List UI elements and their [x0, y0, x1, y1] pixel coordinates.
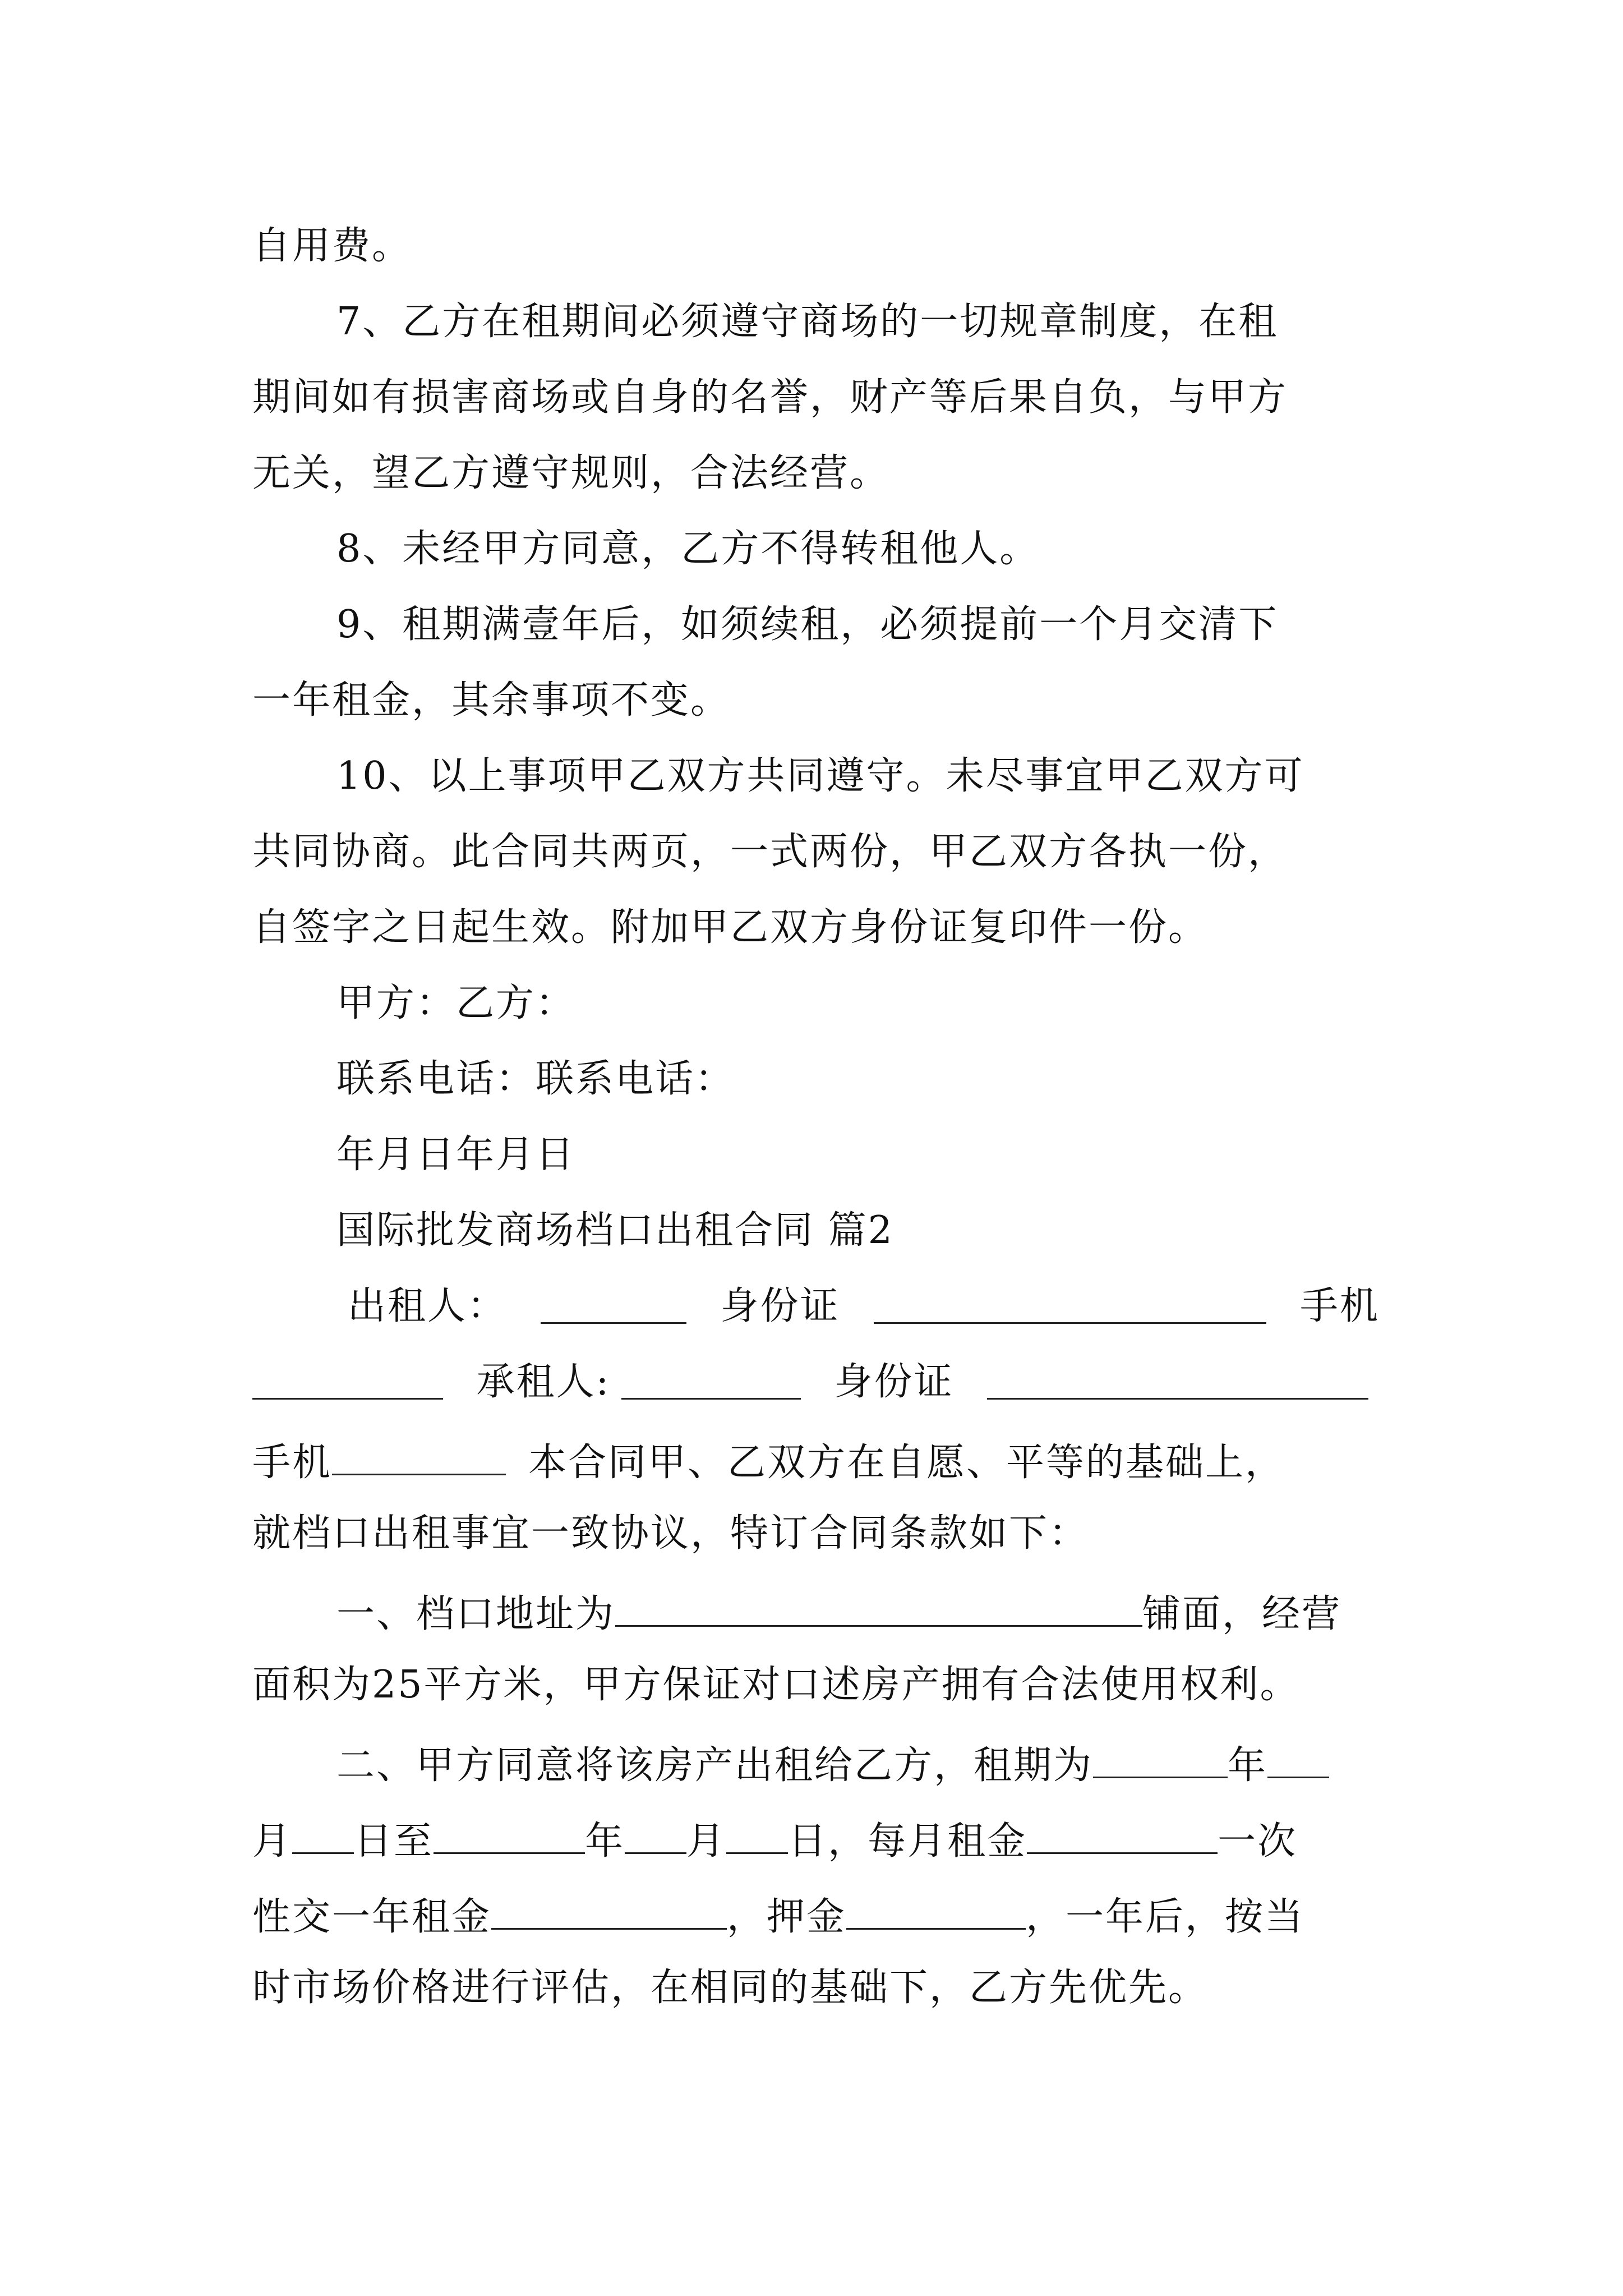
year-label: 年: [1228, 1743, 1268, 1788]
text-line: 共同协商。此合同共两页，一式两份，甲乙双方各执一份，: [252, 830, 1288, 874]
start-day-blank[interactable]: [292, 1818, 354, 1854]
lessee-blank[interactable]: [621, 1363, 801, 1400]
lessee-label: 承租人:: [476, 1360, 611, 1404]
start-month-blank[interactable]: [1267, 1742, 1329, 1778]
text-line: 就档口出租事宜一致协议，特订合同条款如下：: [252, 1511, 1089, 1556]
text-line: 10、以上事项甲乙双方共同遵守。未尽事宜甲乙双方可: [336, 754, 1304, 798]
form-line-intro: [252, 1439, 1374, 1485]
day-to-label: 日至: [354, 1819, 434, 1864]
yearly-rent-label: 性交一年租金: [252, 1895, 492, 1939]
text-line: 7、乙方在租期间必须遵守商场的一切规章制度，在租: [336, 300, 1279, 344]
phone-label-2: 手机: [252, 1441, 333, 1485]
text-line: 面积为25平方米，甲方保证对口述房产拥有合法使用权利。: [252, 1663, 1300, 1707]
text-line: 自签字之日起生效。附加甲乙双方身份证复印件一份。: [252, 905, 1209, 950]
phone-label: 手机: [1299, 1284, 1380, 1328]
lessor-blank[interactable]: [541, 1287, 686, 1324]
signature-party-line: 甲方：乙方：: [336, 981, 576, 1025]
monthly-rent-blank[interactable]: [1027, 1818, 1218, 1854]
text-line: 自用费。: [252, 224, 412, 268]
end-day-blank[interactable]: [726, 1818, 788, 1854]
month-label: 月: [252, 1819, 293, 1864]
intro-text: 本合同甲、乙双方在自愿、平等的基础上，: [528, 1441, 1285, 1485]
contract-title: 国际批发商场档口出租合同 篇2: [336, 1208, 894, 1253]
form-line-lessor: [348, 1284, 1380, 1328]
once-label: 一次: [1218, 1819, 1298, 1864]
clause-1-tail: 铺面，经营: [1142, 1592, 1342, 1636]
clause-1-line: [336, 1590, 1458, 1634]
lessor-id-blank[interactable]: [874, 1287, 1266, 1324]
signature-date-line: 年月日年月日: [336, 1133, 576, 1177]
yearly-rent-blank[interactable]: [491, 1893, 727, 1930]
text-line: 一年租金，其余事项不变。: [252, 678, 731, 723]
id-label: 身份证: [720, 1284, 840, 1328]
lessor-phone-blank[interactable]: [252, 1363, 443, 1400]
text-line: 期间如有损害商场或自身的名誉，财产等后果自负，与甲方: [252, 375, 1288, 420]
text-line: 9、租期满壹年后，如须续租，必须提前一个月交清下: [336, 602, 1279, 647]
monthly-rent-label: 日，每月租金: [788, 1819, 1027, 1864]
year-label-2: 年: [585, 1819, 625, 1864]
lessor-label: 出租人：: [348, 1284, 508, 1328]
month-label-2: 月: [686, 1819, 727, 1864]
clause-2-text: 二、甲方同意将该房产出租给乙方，租期为: [336, 1743, 1094, 1788]
form-line-lessee: [252, 1360, 1368, 1404]
clause-2-line-2: [252, 1818, 1374, 1864]
deposit-blank[interactable]: [846, 1893, 1026, 1930]
end-month-blank[interactable]: [625, 1818, 686, 1854]
text-line: 无关，望乙方遵守规则，合法经营。: [252, 451, 890, 495]
address-blank[interactable]: [615, 1590, 1142, 1627]
signature-phone-line: 联系电话：联系电话：: [336, 1057, 735, 1101]
lessee-id-blank[interactable]: [987, 1363, 1368, 1400]
text-line: 8、未经甲方同意，乙方不得转租他人。: [336, 527, 1040, 571]
start-year-blank[interactable]: [1093, 1742, 1228, 1778]
clause-1-text: 一、档口地址为: [336, 1592, 616, 1636]
clause-2-line-3: [252, 1893, 1374, 1939]
lessee-phone-blank[interactable]: [332, 1439, 506, 1475]
clause-2-line: [336, 1742, 1458, 1788]
id-label-2: 身份证: [834, 1360, 954, 1404]
end-year-blank[interactable]: [434, 1818, 585, 1854]
deposit-label: ，押金: [727, 1895, 847, 1939]
after-year-label: ，一年后，按当: [1026, 1895, 1305, 1939]
text-line: 时市场价格进行评估，在相同的基础下，乙方先优先。: [252, 1966, 1209, 2010]
